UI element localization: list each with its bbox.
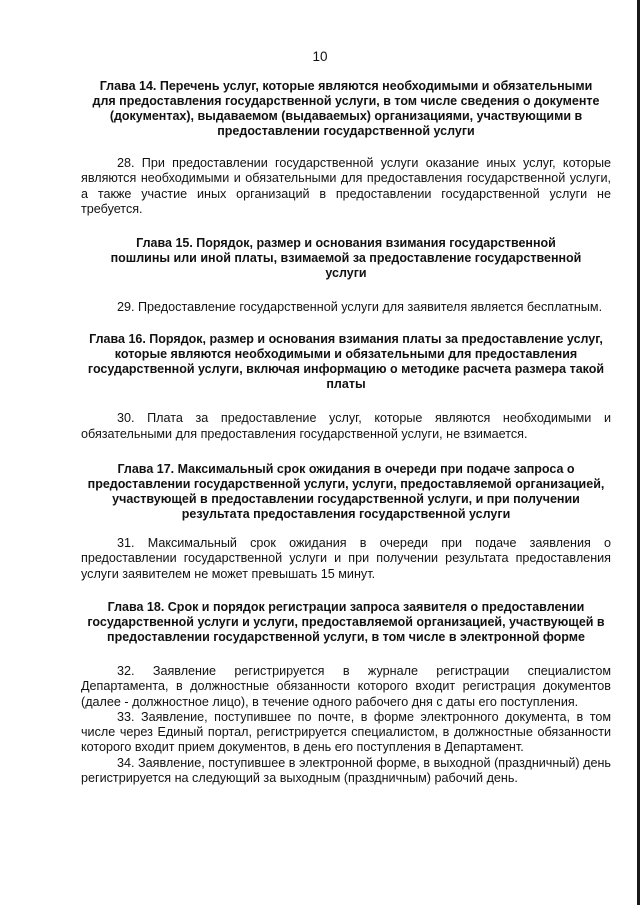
chapter-18 — [81, 600, 611, 786]
paragraph-29: 29. Предоставление государственной услуги для заявителя является бесплатным. — [117, 300, 603, 315]
paragraph-28: 28. При предоставлении государственной услуги оказание иных услуг, которые являются необходимыми и обязательными для предоставления государственной услуги, а также участие иных организаций в предоставлении государственной услуги не требуется. — [81, 156, 611, 216]
document-body — [81, 79, 611, 786]
chapter-heading: Глава 14. Перечень услуг, которые являются необходимыми и обязательными для предоставления государственной услуги, в том числе сведения о документе (документах), выдаваемом (выдаваемых) организациями, участвующими в предоставлении государственной услуги — [92, 79, 600, 138]
chapter-heading: Глава 17. Максимальный срок ожидания в очереди при подаче запроса о предоставлении государственной услуги, услуги, предоставляемой организацией, участвующей в предоставлении государственной услуги, и при получении результата предоставления государственной услуги — [87, 462, 605, 522]
paragraph-30: 30. Плата за предоставление услуг, которые являются необходимыми и обязательными для предоставления государственной услуги, не взимается. — [81, 411, 611, 441]
chapter-heading: Глава 16. Порядок, размер и основания взимания платы за предоставление услуг, которые являются необходимыми и обязательными для предоставления государственной услуги, включая информацию о методике расчета размера такой платы — [87, 332, 605, 392]
paragraph-34: 34. Заявление, поступившее в электронной форме, в выходной (праздничный) день регистрируется на следующий за выходным (праздничным) рабочий день. — [81, 755, 611, 786]
page-number: 10 — [312, 49, 328, 64]
chapter-14 — [81, 79, 611, 236]
paragraph-31: 31. Максимальный срок ожидания в очереди при подаче заявления о предоставлении государственной услуги и при получении результата предоставления услуги заявителем не может превышать 15 минут. — [81, 536, 611, 581]
chapter-heading: Глава 15. Порядок, размер и основания взимания государственной пошлины или иной платы, взимаемой за предоставление государственной услуги — [110, 236, 582, 281]
paragraph-33: 33. Заявление, поступившее по почте, в форме электронного документа, в том числе через Единый портал, регистрируется специалистом, в должностные обязанности которого входит прием документов, в день его поступления в Департамент. — [81, 709, 611, 755]
chapter-15 — [81, 236, 611, 332]
chapter-16 — [81, 332, 611, 462]
chapter-heading: Глава 18. Срок и порядок регистрации запроса заявителя о предоставлении государственной услуги и услуги, предоставляемой организацией, участвующей в предоставлении государственной услуги, в том числе в электронной форме — [87, 599, 605, 644]
paragraph-32: 32. Заявление регистрируется в журнале регистрации специалистом Департамента, в должностные обязанности которого входит регистрация документов (далее - должностное лицо), в течение одного рабочего дня с даты его поступления. — [81, 663, 611, 709]
chapter-17 — [81, 462, 611, 600]
